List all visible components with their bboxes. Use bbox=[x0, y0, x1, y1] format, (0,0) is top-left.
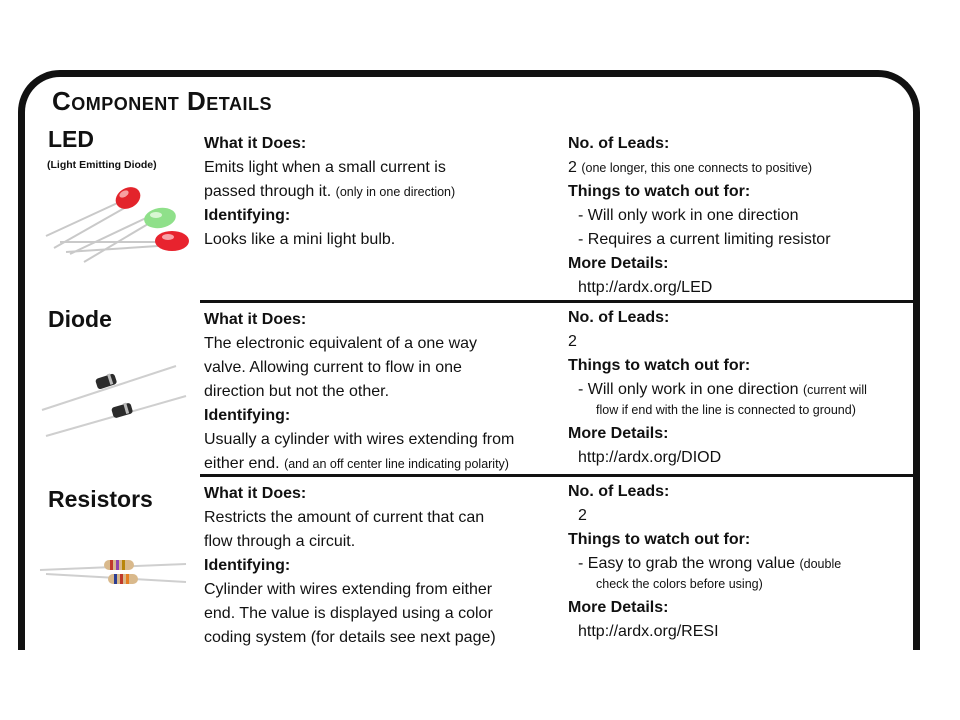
resistors-identifying-line-3: coding system (for details see next page) bbox=[204, 629, 496, 646]
led-leads-note: (one longer, this one connects to positive) bbox=[581, 161, 813, 175]
diode-more-heading: More Details: bbox=[568, 425, 669, 442]
divider-2 bbox=[200, 474, 916, 477]
resistors-watch-note-1: (double bbox=[799, 557, 842, 571]
resistors-more-heading: More Details: bbox=[568, 599, 669, 616]
diode-identifying-line-1: Usually a cylinder with wires extending from bbox=[204, 431, 515, 448]
resistors-watch-item-text: - Easy to grab the wrong value bbox=[578, 555, 796, 572]
diode-what-line-3: direction but not the other. bbox=[204, 383, 390, 400]
diode-identifying-line-2 bbox=[204, 452, 554, 476]
led-subtitle: (Light Emitting Diode) bbox=[47, 159, 157, 171]
diode-identifying-line-2-text: either end. bbox=[204, 455, 280, 472]
resistors-identifying-heading: Identifying: bbox=[204, 557, 291, 574]
diode-watch-note-1: (current will bbox=[802, 383, 867, 397]
resistors-what-heading: What it Does: bbox=[204, 485, 307, 502]
led-leads-value: 2 bbox=[568, 159, 577, 176]
led-what-column bbox=[204, 132, 554, 252]
led-identifying-heading: Identifying: bbox=[204, 207, 291, 224]
resistors-identifying-line-2: end. The value is displayed using a color bbox=[204, 605, 493, 622]
diode-leads-column bbox=[568, 306, 913, 470]
page-bottom-margin bbox=[0, 650, 960, 720]
diode-what-line-1: The electronic equivalent of a one way bbox=[204, 335, 478, 352]
diode-url[interactable]: http://ardx.org/DIOD bbox=[578, 449, 722, 466]
diode-photo bbox=[36, 360, 196, 440]
led-url[interactable]: http://ardx.org/LED bbox=[578, 279, 713, 296]
led-watch-item-1: - Will only work in one direction bbox=[578, 207, 799, 224]
divider-1 bbox=[200, 300, 916, 303]
diode-what-column bbox=[204, 308, 554, 476]
diode-watch-item-text: - Will only work in one direction bbox=[578, 381, 799, 398]
led-what-line-2-text: passed through it. bbox=[204, 183, 332, 200]
led-watch-item-2: - Requires a current limiting resistor bbox=[578, 231, 831, 248]
resistors-identifying-line-1: Cylinder with wires extending from either bbox=[204, 581, 493, 598]
led-what-heading: What it Does: bbox=[204, 135, 307, 152]
diode-watch-note-2: flow if end with the line is connected to ground) bbox=[596, 403, 856, 417]
led-identifying-text: Looks like a mini light bulb. bbox=[204, 231, 396, 248]
resistors-leads-column bbox=[568, 480, 913, 644]
led-leads-heading: No. of Leads: bbox=[568, 135, 670, 152]
led-watch-heading: Things to watch out for: bbox=[568, 183, 751, 200]
diode-leads-value: 2 bbox=[568, 333, 577, 350]
diode-identifying-heading: Identifying: bbox=[204, 407, 291, 424]
diode-leads-heading: No. of Leads: bbox=[568, 309, 670, 326]
resistors-name: Resistors bbox=[48, 486, 153, 512]
led-more-heading: More Details: bbox=[568, 255, 669, 272]
diode-watch-item bbox=[568, 378, 913, 402]
diode-name: Diode bbox=[48, 306, 112, 332]
led-leads-column bbox=[568, 132, 913, 300]
resistors-leads-heading: No. of Leads: bbox=[568, 483, 670, 500]
resistors-photo bbox=[36, 552, 196, 592]
resistors-what-line-2: flow through a circuit. bbox=[204, 533, 356, 550]
diode-identifying-note: (and an off center line indicating polarity) bbox=[284, 457, 509, 471]
resistors-leads-value: 2 bbox=[578, 507, 587, 524]
resistors-what-column bbox=[204, 482, 554, 650]
led-photo bbox=[40, 176, 200, 266]
led-what-line-1: Emits light when a small current is bbox=[204, 159, 446, 176]
resistors-watch-note-2: check the colors before using) bbox=[596, 577, 763, 591]
page-title: Component Details bbox=[52, 86, 272, 116]
resistors-watch-item bbox=[568, 552, 913, 576]
led-what-note: (only in one direction) bbox=[335, 185, 456, 199]
led-leads bbox=[568, 156, 913, 180]
resistors-what-line-1: Restricts the amount of current that can bbox=[204, 509, 485, 526]
diode-what-heading: What it Does: bbox=[204, 311, 307, 328]
diode-what-line-2: valve. Allowing current to flow in one bbox=[204, 359, 462, 376]
resistors-url[interactable]: http://ardx.org/RESI bbox=[578, 623, 719, 640]
diode-watch-heading: Things to watch out for: bbox=[568, 357, 751, 374]
led-what-line-2 bbox=[204, 180, 554, 204]
resistors-watch-heading: Things to watch out for: bbox=[568, 531, 751, 548]
led-name: LED bbox=[48, 126, 94, 152]
